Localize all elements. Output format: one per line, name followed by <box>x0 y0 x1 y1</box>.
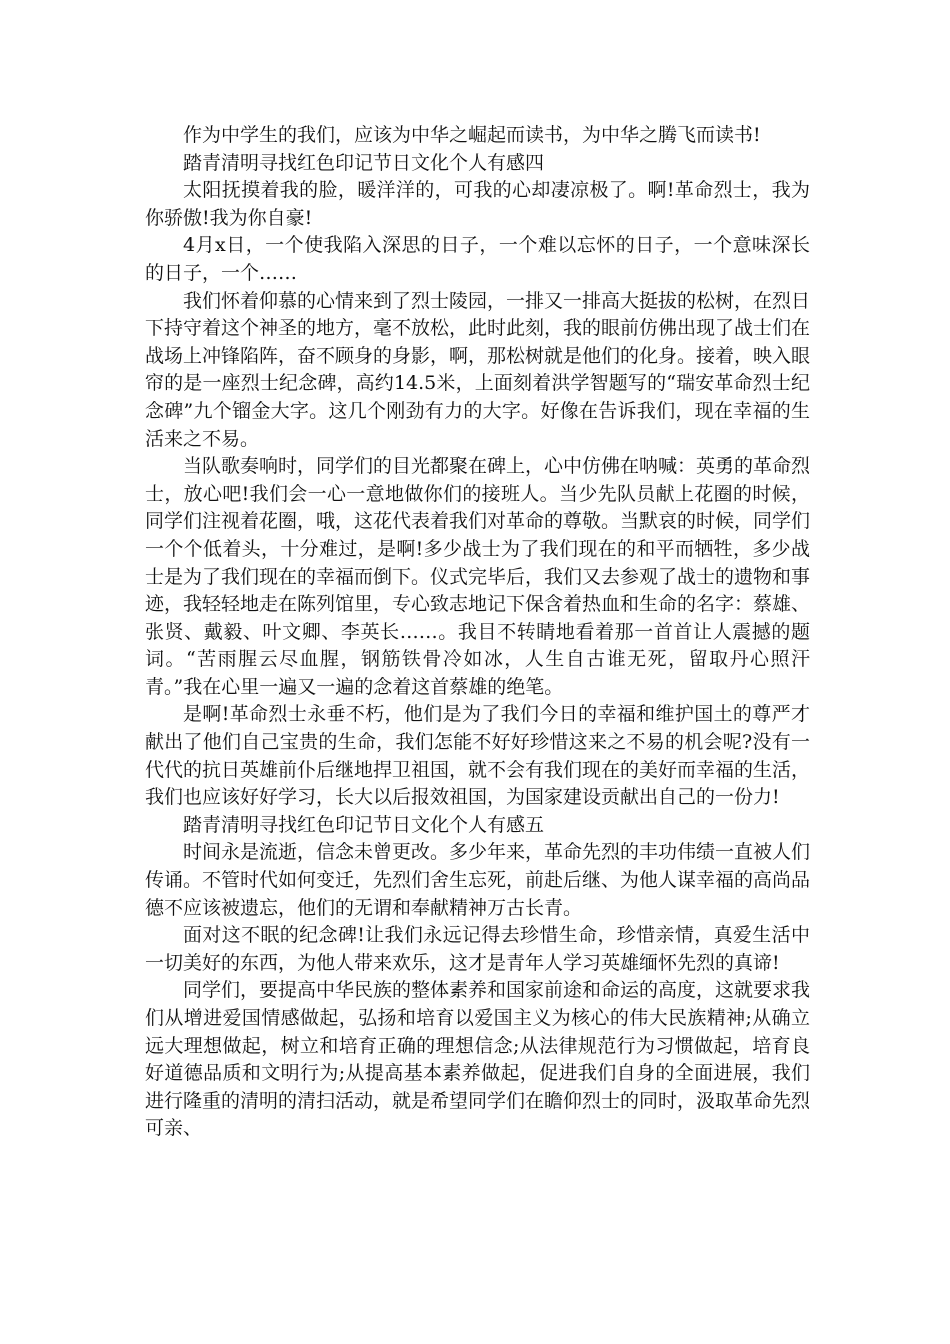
paragraph: 我们怀着仰慕的心情来到了烈士陵园，一排又一排高大挺拔的松树，在烈日下持守着这个神圣的地方，毫不放松，此时此刻，我的眼前仿佛出现了战士们在战场上冲锋陷阵，奋不顾身的身影，啊，那松树就是他们的化身。接着，映入眼帘的是一座烈士纪念碑，高约14.5米，上面刻着洪学智题写的“瑞安革命烈士纪念碑”九个镏金大字。这几个刚劲有力的大字。好像在告诉我们，现在幸福的生活来之不易。 <box>145 289 811 450</box>
document-page <box>145 122 810 1143</box>
paragraph: 作为中学生的我们，应该为中华之崛起而读书，为中华之腾飞而读书! <box>183 124 761 146</box>
paragraph: 同学们，要提高中华民族的整体素养和国家前途和命运的高度，这就要求我们从增进爱国情感做起，弘扬和培育以爱国主义为核心的伟大民族精神;从确立远大理想做起，树立和培育正确的理想信念;从法律规范行为习惯做起，培育良好道德品质和文明行为;从提高基本素养做起，促进我们自身的全面进展，我们进行隆重的清明的清扫活动，就是希望同学们在瞻仰烈士的同时，汲取革命先烈可亲、 <box>145 979 811 1140</box>
paragraph: 时间永是流逝，信念未曾更改。多少年来，革命先烈的丰功伟绩一直被人们传诵。不管时代如何变迁，先烈们舍生忘死，前赴后继、为他人谋幸福的高尚品德不应该被遗忘，他们的无谓和奉献精神万古长青。 <box>145 841 811 919</box>
section-heading: 踏青清明寻找红色印记节日文化个人有感四 <box>183 151 545 174</box>
paragraph: 面对这不眠的纪念碑!让我们永远记得去珍惜生命，珍惜亲情，真爱生活中一切美好的东西，为他人带来欢乐，这才是青年人学习英雄缅怀先烈的真谛! <box>145 924 810 974</box>
section-heading: 踏青清明寻找红色印记节日文化个人有感五 <box>183 813 545 836</box>
paragraph: 4月x日，一个使我陷入深思的日子，一个难以忘怀的日子，一个意味深长的日子，一个…… <box>145 234 810 284</box>
paragraph: 太阳抚摸着我的脸，暖洋洋的，可我的心却凄凉极了。啊!革命烈士，我为你骄傲!我为你自豪! <box>145 179 810 229</box>
paragraph: 是啊!革命烈士永垂不朽，他们是为了我们今日的幸福和维护国土的尊严才献出了他们自己宝贵的生命，我们怎能不好好珍惜这来之不易的机会呢?没有一代代的抗日英雄前仆后继地捍卫祖国，就不会有我们现在的美好而幸福的生活，我们也应该好好学习，长大以后报效祖国，为国家建设贡献出自己的一份力! <box>145 703 811 809</box>
paragraph: 当队歌奏响时，同学们的目光都聚在碑上，心中仿佛在呐喊：英勇的革命烈士，放心吧!我们会一心一意地做你们的接班人。当少先队员献上花圈的时候，同学们注视着花圈，哦，这花代表着我们对革命的尊敬。当默哀的时候，同学们一个个低着头，十分难过，是啊!多少战士为了我们现在的和平而牺牲，多少战士是为了我们现在的幸福而倒下。仪式完毕后，我们又去参观了战士的遗物和事迹，我轻轻地走在陈列馆里，专心致志地记下保含着热血和生命的名字：蔡雄、张贤、戴毅、叶文卿、李英长……。我目不转睛地看着那一首首让人震撼的题词。“苦雨腥云尽血腥，钢筋铁骨冷如冰，人生自古谁无死，留取丹心照汗青。”我在心里一遍又一遍的念着这首蔡雄的绝笔。 <box>145 455 811 698</box>
